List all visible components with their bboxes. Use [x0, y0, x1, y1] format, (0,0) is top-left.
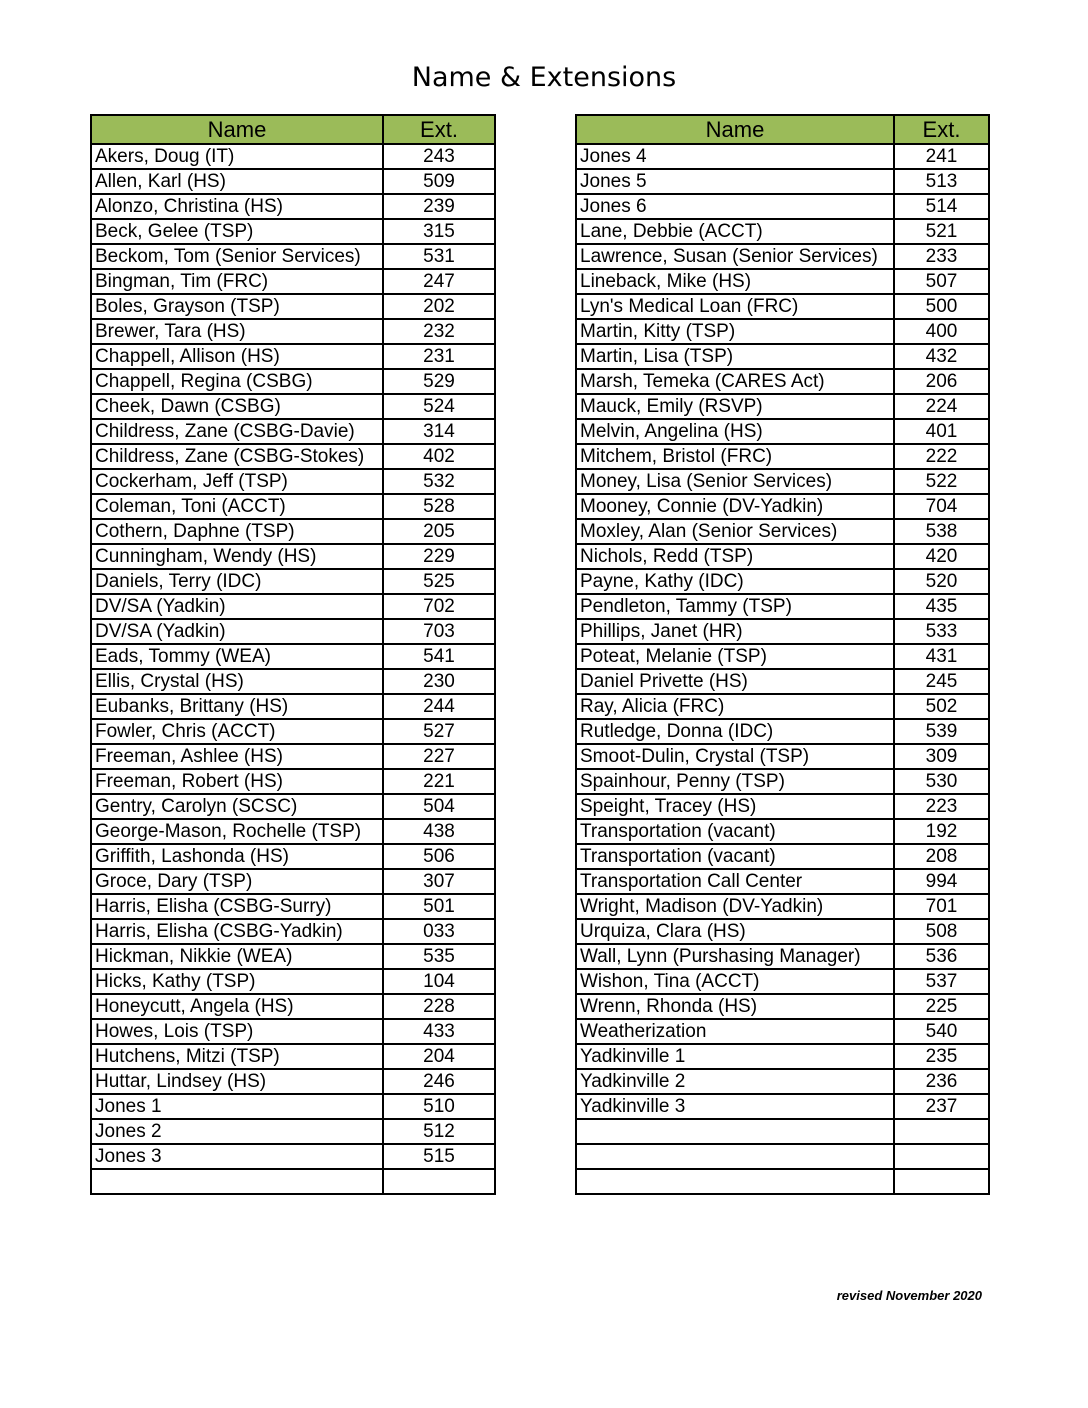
table-row [576, 244, 989, 269]
extension-cell: 205 [383, 519, 495, 544]
extension-cell: 538 [894, 519, 989, 544]
name-cell: Money, Lisa (Senior Services) [576, 469, 894, 494]
table-row [91, 1144, 495, 1169]
name-cell: Cothern, Daphne (TSP) [91, 519, 383, 544]
table-row [91, 944, 495, 969]
table-row [576, 469, 989, 494]
name-cell [91, 1169, 383, 1194]
name-cell: Martin, Lisa (TSP) [576, 344, 894, 369]
extension-cell: 221 [383, 769, 495, 794]
name-cell: Eads, Tommy (WEA) [91, 644, 383, 669]
extensions-table-left [90, 114, 496, 1195]
table-row [91, 1069, 495, 1094]
name-cell: Wishon, Tina (ACCT) [576, 969, 894, 994]
page-title: Name & Extensions [411, 62, 677, 93]
name-cell: Jones 5 [576, 169, 894, 194]
extension-cell: 508 [894, 919, 989, 944]
name-cell: Groce, Dary (TSP) [91, 869, 383, 894]
table-row [576, 1044, 989, 1069]
name-cell: Honeycutt, Angela (HS) [91, 994, 383, 1019]
extension-cell: 502 [894, 694, 989, 719]
name-cell: Chappell, Allison (HS) [91, 344, 383, 369]
name-cell: Daniels, Terry (IDC) [91, 569, 383, 594]
extension-cell: 432 [894, 344, 989, 369]
extension-cell: 202 [383, 294, 495, 319]
name-cell: Transportation (vacant) [576, 819, 894, 844]
extension-cell: 506 [383, 844, 495, 869]
table-body-left [91, 144, 495, 1194]
name-cell: Martin, Kitty (TSP) [576, 319, 894, 344]
extension-cell: 223 [894, 794, 989, 819]
name-cell: Cunningham, Wendy (HS) [91, 544, 383, 569]
table-row [576, 869, 989, 894]
name-cell: Beck, Gelee (TSP) [91, 219, 383, 244]
name-cell: Jones 6 [576, 194, 894, 219]
name-cell: Mitchem, Bristol (FRC) [576, 444, 894, 469]
name-cell: Wall, Lynn (Purshasing Manager) [576, 944, 894, 969]
table-row [91, 194, 495, 219]
name-cell: Jones 2 [91, 1119, 383, 1144]
extension-cell: 507 [894, 269, 989, 294]
table-row [91, 894, 495, 919]
name-cell: Freeman, Ashlee (HS) [91, 744, 383, 769]
table-row [91, 969, 495, 994]
name-cell: George-Mason, Rochelle (TSP) [91, 819, 383, 844]
table-row [576, 894, 989, 919]
name-cell: Wright, Madison (DV-Yadkin) [576, 894, 894, 919]
extension-cell: 530 [894, 769, 989, 794]
extension-cell: 527 [383, 719, 495, 744]
table-row [576, 744, 989, 769]
table-row [91, 344, 495, 369]
table-row [91, 419, 495, 444]
name-cell: Transportation Call Center [576, 869, 894, 894]
table-row [91, 869, 495, 894]
revised-note: revised November 2020 [836, 1288, 982, 1303]
name-cell: Griffith, Lashonda (HS) [91, 844, 383, 869]
extension-cell: 227 [383, 744, 495, 769]
table-row [91, 469, 495, 494]
extension-cell: 539 [894, 719, 989, 744]
extension-cell: 224 [894, 394, 989, 419]
name-cell: Urquiza, Clara (HS) [576, 919, 894, 944]
ext-column-header: Ext. [383, 115, 495, 144]
extension-cell: 232 [383, 319, 495, 344]
name-cell: Eubanks, Brittany (HS) [91, 694, 383, 719]
table-row [91, 644, 495, 669]
name-cell: Childress, Zane (CSBG-Stokes) [91, 444, 383, 469]
table-row [91, 1094, 495, 1119]
table-row [576, 819, 989, 844]
table-row [576, 569, 989, 594]
name-cell: Freeman, Robert (HS) [91, 769, 383, 794]
table-row [576, 419, 989, 444]
extension-cell: 231 [383, 344, 495, 369]
extension-cell [894, 1119, 989, 1144]
name-cell: Mooney, Connie (DV-Yadkin) [576, 494, 894, 519]
table-row [91, 819, 495, 844]
table-row [91, 1044, 495, 1069]
name-cell: Lyn's Medical Loan (FRC) [576, 294, 894, 319]
extension-cell: 243 [383, 144, 495, 169]
table-row [576, 594, 989, 619]
table-row [91, 694, 495, 719]
extension-cell: 435 [894, 594, 989, 619]
extension-cell [894, 1144, 989, 1169]
extension-cell: 522 [894, 469, 989, 494]
table-row [576, 1144, 989, 1169]
extension-cell: 402 [383, 444, 495, 469]
name-cell: Fowler, Chris (ACCT) [91, 719, 383, 744]
table-row [91, 369, 495, 394]
extension-cell: 206 [894, 369, 989, 394]
table-row [576, 269, 989, 294]
table-row [91, 444, 495, 469]
extension-cell: 536 [894, 944, 989, 969]
name-cell: Hutchens, Mitzi (TSP) [91, 1044, 383, 1069]
extension-cell: 509 [383, 169, 495, 194]
name-cell: Yadkinville 3 [576, 1094, 894, 1119]
table-row [576, 444, 989, 469]
name-cell: Poteat, Melanie (TSP) [576, 644, 894, 669]
table-row [91, 719, 495, 744]
table-row [91, 919, 495, 944]
table-row [576, 794, 989, 819]
extension-cell: 033 [383, 919, 495, 944]
table-row [576, 494, 989, 519]
table-row [576, 969, 989, 994]
name-cell: Melvin, Angelina (HS) [576, 419, 894, 444]
extension-cell: 514 [894, 194, 989, 219]
table-row [91, 569, 495, 594]
extension-cell: 528 [383, 494, 495, 519]
extension-cell: 229 [383, 544, 495, 569]
name-cell: Howes, Lois (TSP) [91, 1019, 383, 1044]
table-row [576, 1019, 989, 1044]
extension-cell: 401 [894, 419, 989, 444]
name-cell: Ray, Alicia (FRC) [576, 694, 894, 719]
name-cell: Moxley, Alan (Senior Services) [576, 519, 894, 544]
extension-cell: 504 [383, 794, 495, 819]
name-cell: Ellis, Crystal (HS) [91, 669, 383, 694]
extension-cell: 704 [894, 494, 989, 519]
extension-cell: 315 [383, 219, 495, 244]
table-row [576, 694, 989, 719]
name-cell: Jones 4 [576, 144, 894, 169]
name-cell: Wrenn, Rhonda (HS) [576, 994, 894, 1019]
extension-cell: 245 [894, 669, 989, 694]
name-cell: Nichols, Redd (TSP) [576, 544, 894, 569]
extension-cell: 513 [894, 169, 989, 194]
extension-cell: 701 [894, 894, 989, 919]
extension-cell: 537 [894, 969, 989, 994]
table-row [576, 944, 989, 969]
table-row [576, 294, 989, 319]
extension-cell: 247 [383, 269, 495, 294]
ext-column-header: Ext. [894, 115, 989, 144]
table-row [576, 219, 989, 244]
extension-cell: 520 [894, 569, 989, 594]
extension-cell: 535 [383, 944, 495, 969]
extension-cell: 104 [383, 969, 495, 994]
extension-cell: 515 [383, 1144, 495, 1169]
extension-cell: 237 [894, 1094, 989, 1119]
table-body-right [576, 144, 989, 1194]
extension-cell: 239 [383, 194, 495, 219]
extension-cell: 225 [894, 994, 989, 1019]
table-row [91, 294, 495, 319]
extension-cell: 540 [894, 1019, 989, 1044]
table-row [91, 394, 495, 419]
table-row [576, 169, 989, 194]
extension-cell: 524 [383, 394, 495, 419]
table-row [576, 519, 989, 544]
name-cell: Childress, Zane (CSBG-Davie) [91, 419, 383, 444]
name-cell [576, 1144, 894, 1169]
table-row [91, 794, 495, 819]
extensions-table-right [575, 114, 990, 1195]
extension-cell: 246 [383, 1069, 495, 1094]
name-cell: Bingman, Tim (FRC) [91, 269, 383, 294]
table-row [576, 619, 989, 644]
extension-cell: 431 [894, 644, 989, 669]
name-cell: Boles, Grayson (TSP) [91, 294, 383, 319]
extension-cell: 420 [894, 544, 989, 569]
name-cell: Marsh, Temeka (CARES Act) [576, 369, 894, 394]
table-row [91, 619, 495, 644]
name-column-header: Name [576, 115, 894, 144]
table-row [576, 644, 989, 669]
table-row [91, 144, 495, 169]
name-cell: Weatherization [576, 1019, 894, 1044]
name-column-header: Name [91, 115, 383, 144]
table-row [91, 594, 495, 619]
extension-cell: 230 [383, 669, 495, 694]
table-row [576, 1069, 989, 1094]
name-cell: Cheek, Dawn (CSBG) [91, 394, 383, 419]
name-cell: Daniel Privette (HS) [576, 669, 894, 694]
name-cell: Jones 3 [91, 1144, 383, 1169]
table-header-row [576, 115, 989, 144]
name-cell [576, 1169, 894, 1194]
extension-cell: 244 [383, 694, 495, 719]
extension-cell: 525 [383, 569, 495, 594]
name-cell: Rutledge, Donna (IDC) [576, 719, 894, 744]
extension-cell: 307 [383, 869, 495, 894]
extension-cell: 994 [894, 869, 989, 894]
name-cell: Harris, Elisha (CSBG-Surry) [91, 894, 383, 919]
name-cell: Huttar, Lindsey (HS) [91, 1069, 383, 1094]
extension-cell: 309 [894, 744, 989, 769]
extension-cell: 702 [383, 594, 495, 619]
name-cell: Brewer, Tara (HS) [91, 319, 383, 344]
extension-cell: 500 [894, 294, 989, 319]
extension-cell: 208 [894, 844, 989, 869]
extension-cell: 541 [383, 644, 495, 669]
table-row [91, 169, 495, 194]
table-row [576, 344, 989, 369]
table-row [91, 219, 495, 244]
name-cell: Lineback, Mike (HS) [576, 269, 894, 294]
extension-cell: 241 [894, 144, 989, 169]
table-row [576, 669, 989, 694]
table-row [576, 1094, 989, 1119]
table-row [576, 144, 989, 169]
name-cell: Transportation (vacant) [576, 844, 894, 869]
name-cell: Pendleton, Tammy (TSP) [576, 594, 894, 619]
name-cell: Hickman, Nikkie (WEA) [91, 944, 383, 969]
table-row [91, 494, 495, 519]
table-row [91, 769, 495, 794]
table-row [576, 994, 989, 1019]
extension-cell: 235 [894, 1044, 989, 1069]
extension-cell: 400 [894, 319, 989, 344]
table-row [91, 319, 495, 344]
table-row [91, 519, 495, 544]
name-cell: Beckom, Tom (Senior Services) [91, 244, 383, 269]
name-cell: Spainhour, Penny (TSP) [576, 769, 894, 794]
table-row [576, 769, 989, 794]
table-row [91, 844, 495, 869]
extension-cell: 521 [894, 219, 989, 244]
table-row [91, 744, 495, 769]
table-row [576, 369, 989, 394]
extension-cell: 531 [383, 244, 495, 269]
table-row [91, 1169, 495, 1194]
table-row [576, 919, 989, 944]
table-row [576, 719, 989, 744]
name-cell: Yadkinville 1 [576, 1044, 894, 1069]
extension-cell: 512 [383, 1119, 495, 1144]
name-cell: Smoot-Dulin, Crystal (TSP) [576, 744, 894, 769]
name-cell: Cockerham, Jeff (TSP) [91, 469, 383, 494]
table-row [576, 544, 989, 569]
extension-cell: 438 [383, 819, 495, 844]
extension-cell: 501 [383, 894, 495, 919]
name-cell: Lane, Debbie (ACCT) [576, 219, 894, 244]
table-header-row [91, 115, 495, 144]
table-row [91, 544, 495, 569]
extension-cell: 510 [383, 1094, 495, 1119]
name-cell: Coleman, Toni (ACCT) [91, 494, 383, 519]
table-row [91, 244, 495, 269]
name-cell: Gentry, Carolyn (SCSC) [91, 794, 383, 819]
name-cell: Chappell, Regina (CSBG) [91, 369, 383, 394]
extension-cell: 532 [383, 469, 495, 494]
extension-cell: 228 [383, 994, 495, 1019]
extension-cell: 236 [894, 1069, 989, 1094]
table-row [576, 394, 989, 419]
name-cell: Speight, Tracey (HS) [576, 794, 894, 819]
name-cell: Jones 1 [91, 1094, 383, 1119]
extension-cell: 433 [383, 1019, 495, 1044]
extension-cell [383, 1169, 495, 1194]
table-row [91, 269, 495, 294]
table-row [576, 319, 989, 344]
table-row [576, 1119, 989, 1144]
extension-cell [894, 1169, 989, 1194]
name-cell: Hicks, Kathy (TSP) [91, 969, 383, 994]
name-cell: Allen, Karl (HS) [91, 169, 383, 194]
extension-cell: 233 [894, 244, 989, 269]
table-row [91, 994, 495, 1019]
extension-cell: 533 [894, 619, 989, 644]
name-cell [576, 1119, 894, 1144]
name-cell: Alonzo, Christina (HS) [91, 194, 383, 219]
name-cell: DV/SA (Yadkin) [91, 619, 383, 644]
extension-cell: 314 [383, 419, 495, 444]
name-cell: Akers, Doug (IT) [91, 144, 383, 169]
extension-cell: 204 [383, 1044, 495, 1069]
extension-cell: 529 [383, 369, 495, 394]
name-cell: Lawrence, Susan (Senior Services) [576, 244, 894, 269]
name-cell: Mauck, Emily (RSVP) [576, 394, 894, 419]
table-row [576, 844, 989, 869]
table-row [91, 1119, 495, 1144]
name-cell: Payne, Kathy (IDC) [576, 569, 894, 594]
table-row [576, 1169, 989, 1194]
extension-cell: 192 [894, 819, 989, 844]
name-cell: Harris, Elisha (CSBG-Yadkin) [91, 919, 383, 944]
table-row [576, 194, 989, 219]
extension-cell: 222 [894, 444, 989, 469]
name-cell: DV/SA (Yadkin) [91, 594, 383, 619]
table-row [91, 669, 495, 694]
name-cell: Phillips, Janet (HR) [576, 619, 894, 644]
name-cell: Yadkinville 2 [576, 1069, 894, 1094]
table-row [91, 1019, 495, 1044]
extension-cell: 703 [383, 619, 495, 644]
